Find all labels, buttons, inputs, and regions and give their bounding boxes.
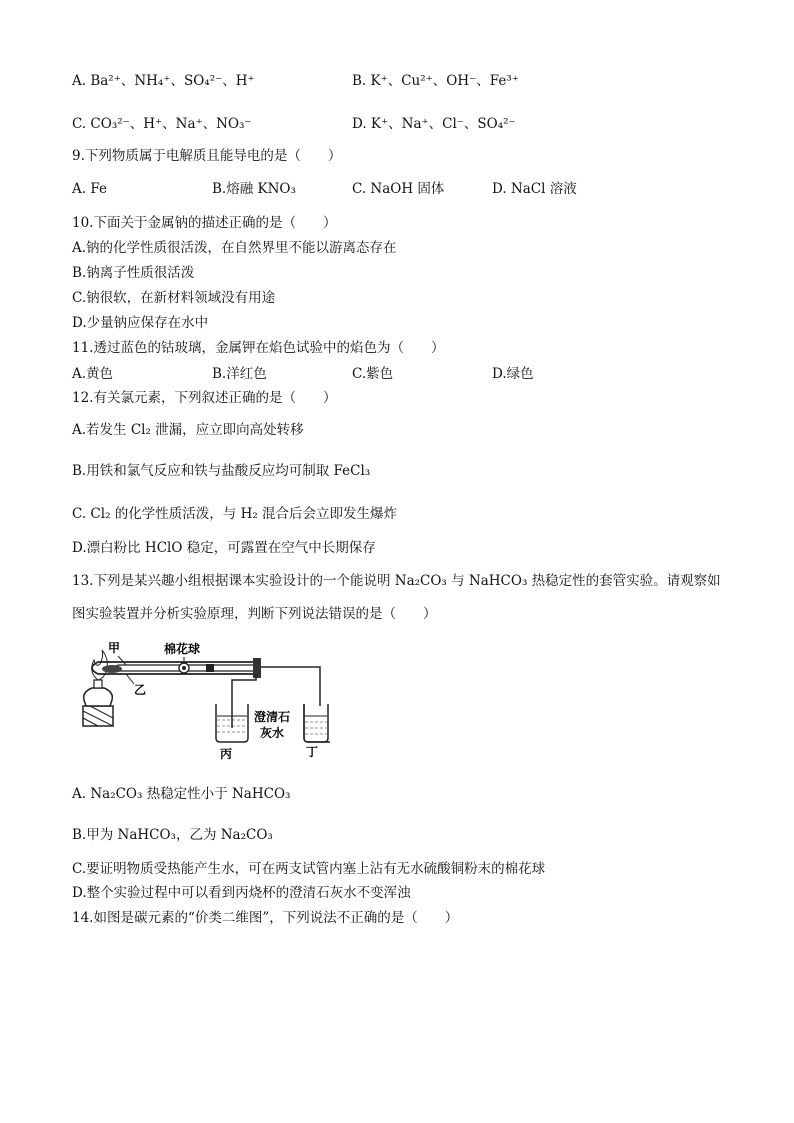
- label-ding: 丁: [306, 745, 319, 759]
- q9-option-c: C. NaOH 固体: [352, 181, 445, 197]
- q11-option-b: B.洋红色: [212, 366, 267, 382]
- label-jia: 甲: [108, 641, 121, 655]
- q12-option-c: C. Cl₂ 的化学性质活泼，与 H₂ 混合后会立即发生爆炸: [72, 506, 398, 522]
- q9-option-b: B.熔融 KNO₃: [212, 181, 296, 197]
- nested-test-tube-apparatus: [78, 636, 330, 762]
- q11-stem: 11.透过蓝色的钴玻璃，金属钾在焰色试验中的焰色为（ ）: [72, 340, 445, 356]
- q11-option-d: D.绿色: [492, 366, 534, 382]
- q13-option-d: D.整个实验过程中可以看到丙烧杯的澄清石灰水不变浑浊: [72, 885, 411, 901]
- q13-option-b: B.甲为 NaHCO₃，乙为 Na₂CO₃: [72, 827, 273, 843]
- q11-option-a: A.黄色: [72, 366, 114, 382]
- label-yi: 乙: [134, 683, 147, 697]
- q13-stem-line1: 13.下列是某兴趣小组根据课本实验设计的一个能说明 Na₂CO₃ 与 NaHCO₃ 热稳定性的套管实验。请观察如: [72, 573, 721, 589]
- alcohol-lamp: [84, 688, 113, 706]
- q10-option-b: B.钠离子性质很活泼: [72, 265, 195, 281]
- q11-option-c: C.紫色: [352, 366, 394, 382]
- label-cotton: 棉花球: [164, 642, 201, 656]
- beaker-ding: [304, 704, 330, 742]
- q8-option-c: C. CO₃²⁻、H⁺、Na⁺、NO₃⁻: [72, 116, 252, 132]
- q14-stem: 14.如图是碳元素的“价类二维图”，下列说法不正确的是（ ）: [72, 910, 459, 926]
- q13-option-c: C.要证明物质受热能产生水，可在两支试管内塞上沾有无水硫酸铜粉末的棉花球: [72, 861, 546, 877]
- label-bing: 丙: [220, 747, 233, 761]
- q8-option-a: A. Ba²⁺、NH₄⁺、SO₄²⁻、H⁺: [72, 73, 255, 89]
- q12-option-b: B.用铁和氯气反应和铁与盐酸反应均可制取 FeCl₃: [72, 463, 371, 479]
- q9-stem: 9.下列物质属于电解质且能导电的是（ ）: [72, 148, 342, 164]
- label-limewater-1: 澄清石: [254, 710, 291, 724]
- label-limewater-2: 灰水: [260, 726, 285, 740]
- q8-option-d: D. K⁺、Na⁺、Cl⁻、SO₄²⁻: [352, 116, 516, 132]
- stopper: [253, 658, 261, 678]
- q13-stem-line2: 图实验装置并分析实验原理，判断下列说法错误的是（ ）: [72, 606, 437, 622]
- q9-option-d: D. NaCl 溶液: [492, 181, 577, 197]
- q12-option-a: A.若发生 Cl₂ 泄漏，应立即向高处转移: [72, 422, 304, 438]
- q10-option-a: A.钠的化学性质很活泼，在自然界里不能以游离态存在: [72, 240, 397, 256]
- q13-option-a: A. Na₂CO₃ 热稳定性小于 NaHCO₃: [72, 786, 291, 802]
- q9-option-a: A. Fe: [72, 181, 107, 197]
- q12-option-d: D.漂白粉比 HClO 稳定，可露置在空气中长期保存: [72, 540, 376, 556]
- q10-option-c: C.钠很软，在新材料领域没有用途: [72, 290, 276, 306]
- q10-stem: 10.下面关于金属钠的描述正确的是（ ）: [72, 215, 337, 231]
- q10-option-d: D.少量钠应保存在水中: [72, 315, 209, 331]
- q8-option-b: B. K⁺、Cu²⁺、OH⁻、Fe³⁺: [352, 73, 519, 89]
- q12-stem: 12.有关氯元素，下列叙述正确的是（ ）: [72, 390, 337, 406]
